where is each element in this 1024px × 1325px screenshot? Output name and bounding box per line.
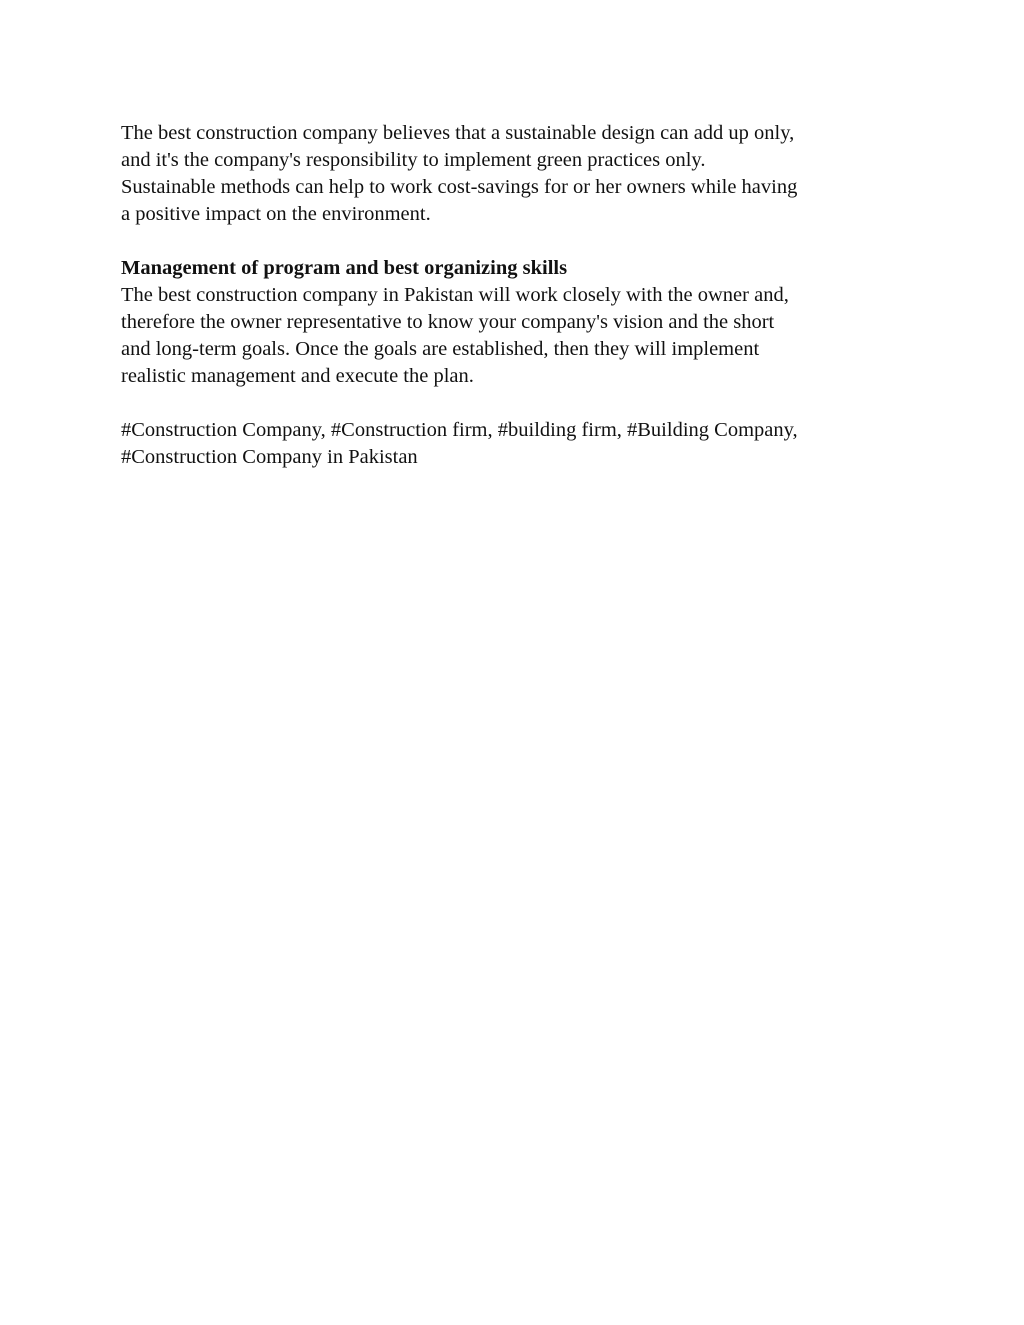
hashtag-line: #Construction Company, #Construction firm, #building firm, #Building Company, — [121, 419, 798, 441]
paragraph-line: a positive impact on the environment. — [121, 203, 431, 225]
paragraph-line: and long-term goals. Once the goals are established, then they will implement — [121, 338, 760, 360]
hashtag-line: #Construction Company in Pakistan — [121, 446, 418, 468]
document-body — [121, 120, 911, 498]
paragraph-line: The best construction company in Pakistan will work closely with the owner and, — [121, 284, 789, 306]
hashtags-paragraph — [121, 417, 911, 471]
management-section — [121, 255, 911, 390]
paragraph-line: The best construction company believes that a sustainable design can add up only, — [121, 122, 795, 144]
intro-paragraph — [121, 120, 911, 228]
paragraph-line: and it's the company's responsibility to implement green practices only. — [121, 149, 706, 171]
paragraph-line: therefore the owner representative to know your company's vision and the short — [121, 311, 775, 333]
section-heading: Management of program and best organizing skills — [121, 257, 568, 279]
paragraph-line: Sustainable methods can help to work cost-savings for or her owners while having — [121, 176, 798, 198]
paragraph-line: realistic management and execute the plan. — [121, 365, 474, 387]
